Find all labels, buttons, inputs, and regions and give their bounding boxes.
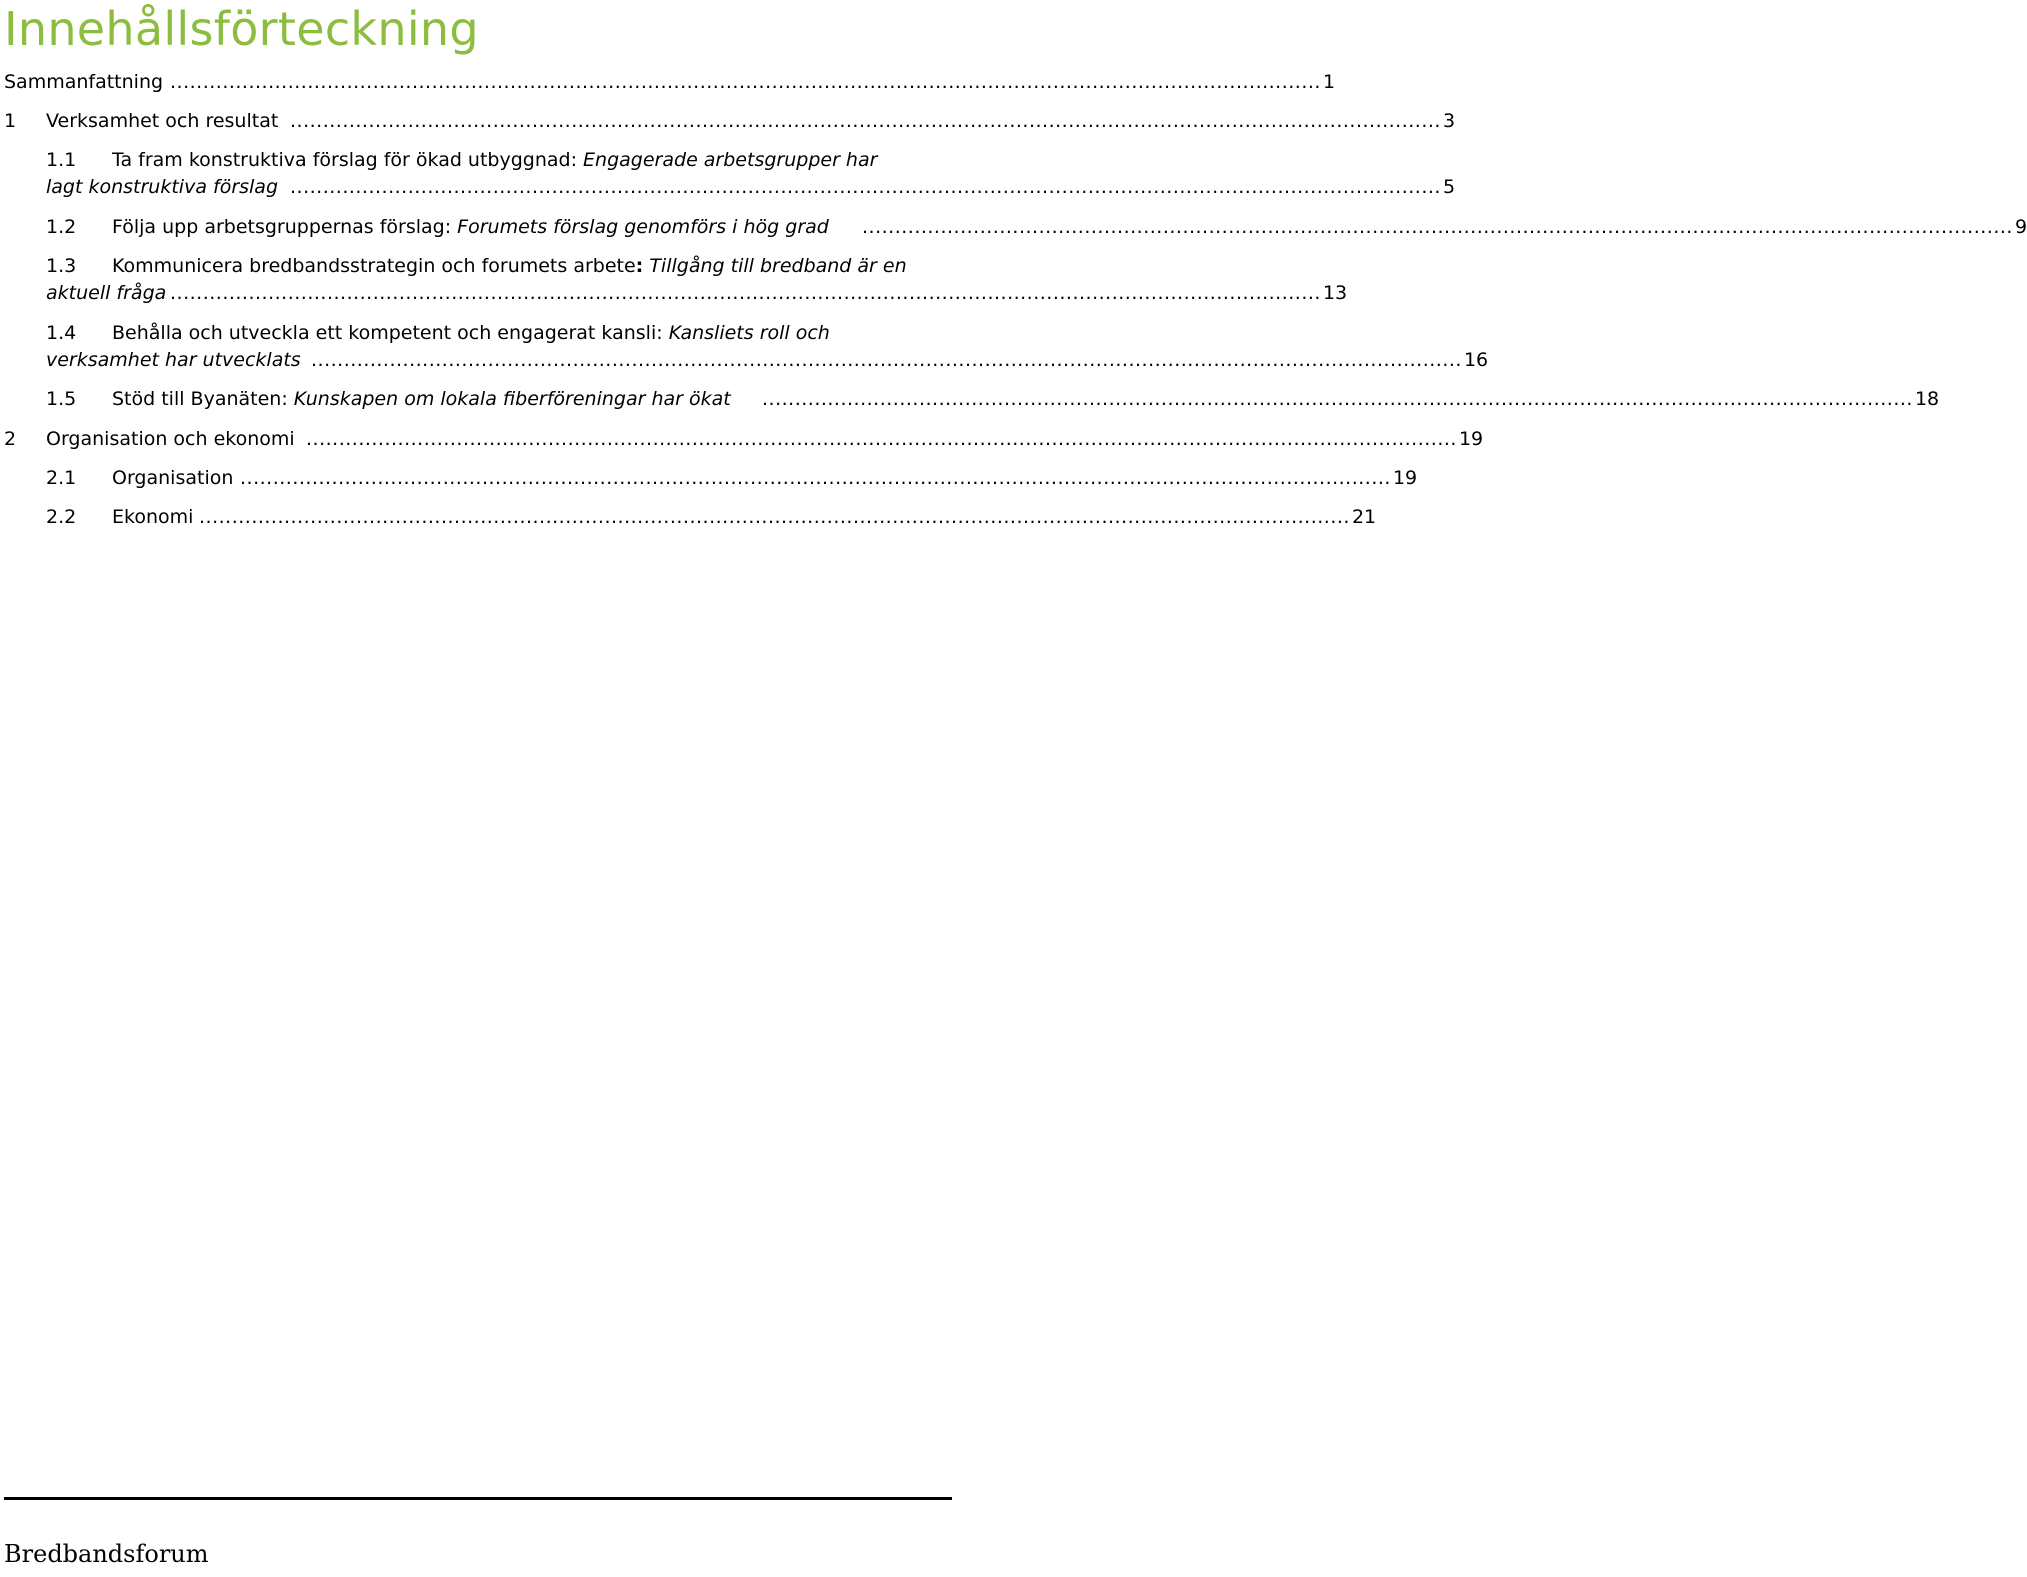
toc-entry-subtitle: Tillgång till bredband är en bbox=[649, 255, 907, 277]
toc-entry-subtitle: Kansliets roll och bbox=[668, 322, 830, 344]
toc-leader: ................................................................................................................................................................................ 9 bbox=[862, 214, 952, 241]
toc-leader: ................................................................................................................................................................................ 19 bbox=[240, 465, 952, 492]
toc-entry-text: Kommunicera bredbandsstrategin och forumets arbete bbox=[112, 255, 636, 277]
page-title: Innehållsförteckning bbox=[4, 2, 479, 56]
toc-entry-number: 1.5 bbox=[46, 388, 77, 410]
toc-page-number: 18 bbox=[1914, 388, 1940, 410]
footer-divider bbox=[4, 1497, 952, 1500]
toc-leader: ................................................................................................................................................................................ 3 bbox=[290, 108, 952, 135]
toc-entry-text: Behålla och utveckla ett kompetent och engagerat kansli: bbox=[112, 322, 663, 344]
toc-entry-text: Organisation och ekonomi bbox=[46, 428, 295, 450]
toc-leader: ................................................................................................................................................................................ 16 bbox=[311, 347, 952, 374]
toc-entry-text: Följa upp arbetsgruppernas förslag: bbox=[112, 216, 452, 238]
toc-entry-1-4[interactable] bbox=[0, 320, 1489, 374]
toc-entry-text: Verksamhet och resultat bbox=[46, 110, 279, 132]
toc-entry-subtitle: Engagerade arbetsgrupper har bbox=[583, 149, 878, 171]
footer-organization-name: Bredbandsforum bbox=[4, 1540, 209, 1568]
toc-entry-2-1[interactable] bbox=[0, 465, 1418, 492]
toc-entry-2[interactable] bbox=[0, 426, 1484, 453]
toc-entry-number: 2 bbox=[4, 428, 17, 450]
toc-page-number: 19 bbox=[1458, 428, 1484, 450]
toc-entry-subtitle-cont: verksamhet har utvecklats bbox=[46, 349, 301, 371]
toc-entry-number: 1.2 bbox=[46, 216, 77, 238]
toc-entry-number: 1.4 bbox=[46, 322, 77, 344]
toc-entry-colon: : bbox=[635, 255, 644, 277]
toc-leader: ................................................................................................................................................................................ 5 bbox=[290, 174, 952, 201]
toc-page-number: 21 bbox=[1351, 506, 1377, 528]
toc-entry-sammanfattning[interactable] bbox=[0, 69, 1336, 96]
toc-entry-number: 1.3 bbox=[46, 255, 77, 277]
toc-page-number: 1 bbox=[1322, 71, 1336, 93]
toc-entry-text: Ekonomi bbox=[112, 506, 194, 528]
toc-page-number: 5 bbox=[1442, 176, 1456, 198]
toc-entry-text: Sammanfattning bbox=[4, 71, 164, 93]
toc-entry-text: Organisation bbox=[112, 467, 234, 489]
toc-entry-1-2[interactable] bbox=[0, 214, 2027, 241]
toc-entry-1-3[interactable] bbox=[0, 253, 1348, 307]
toc-page-number: 3 bbox=[1442, 110, 1456, 132]
toc-leader: ................................................................................................................................................................................ 19 bbox=[306, 426, 952, 453]
toc-entry-1-1[interactable] bbox=[0, 147, 1456, 201]
toc-entry-2-2[interactable] bbox=[0, 504, 1377, 531]
toc-page-number: 19 bbox=[1392, 467, 1418, 489]
toc-entry-subtitle: Forumets förslag genomförs i hög grad bbox=[457, 216, 829, 238]
toc-entry-subtitle-cont: aktuell fråga bbox=[46, 282, 167, 304]
toc-entry-text: Stöd till Byanäten: bbox=[112, 388, 288, 410]
toc-leader: ................................................................................................................................................................................ 18 bbox=[762, 386, 952, 413]
toc-page-number: 13 bbox=[1322, 282, 1348, 304]
toc-entry-text: Ta fram konstruktiva förslag för ökad utbyggnad: bbox=[112, 149, 577, 171]
toc-entry-1-5[interactable] bbox=[0, 386, 1940, 413]
toc-entry-number: 1.1 bbox=[46, 149, 77, 171]
toc-page-number: 9 bbox=[2014, 216, 2027, 238]
toc-leader: ................................................................................................................................................................................ 21 bbox=[199, 504, 952, 531]
toc-page-number: 16 bbox=[1463, 349, 1489, 371]
toc-leader: ................................................................................................................................................................................ 13 bbox=[170, 280, 952, 307]
toc-entry-1[interactable] bbox=[0, 108, 1456, 135]
toc-entry-number: 2.1 bbox=[46, 467, 77, 489]
toc-entry-subtitle: Kunskapen om lokala fiberföreningar har ökat bbox=[293, 388, 731, 410]
toc-leader: ................................................................................................................................................................................ 1 bbox=[170, 69, 952, 96]
toc-entry-number: 2.2 bbox=[46, 506, 77, 528]
toc-entry-number: 1 bbox=[4, 110, 17, 132]
toc-entry-subtitle-cont: lagt konstruktiva förslag bbox=[46, 176, 279, 198]
